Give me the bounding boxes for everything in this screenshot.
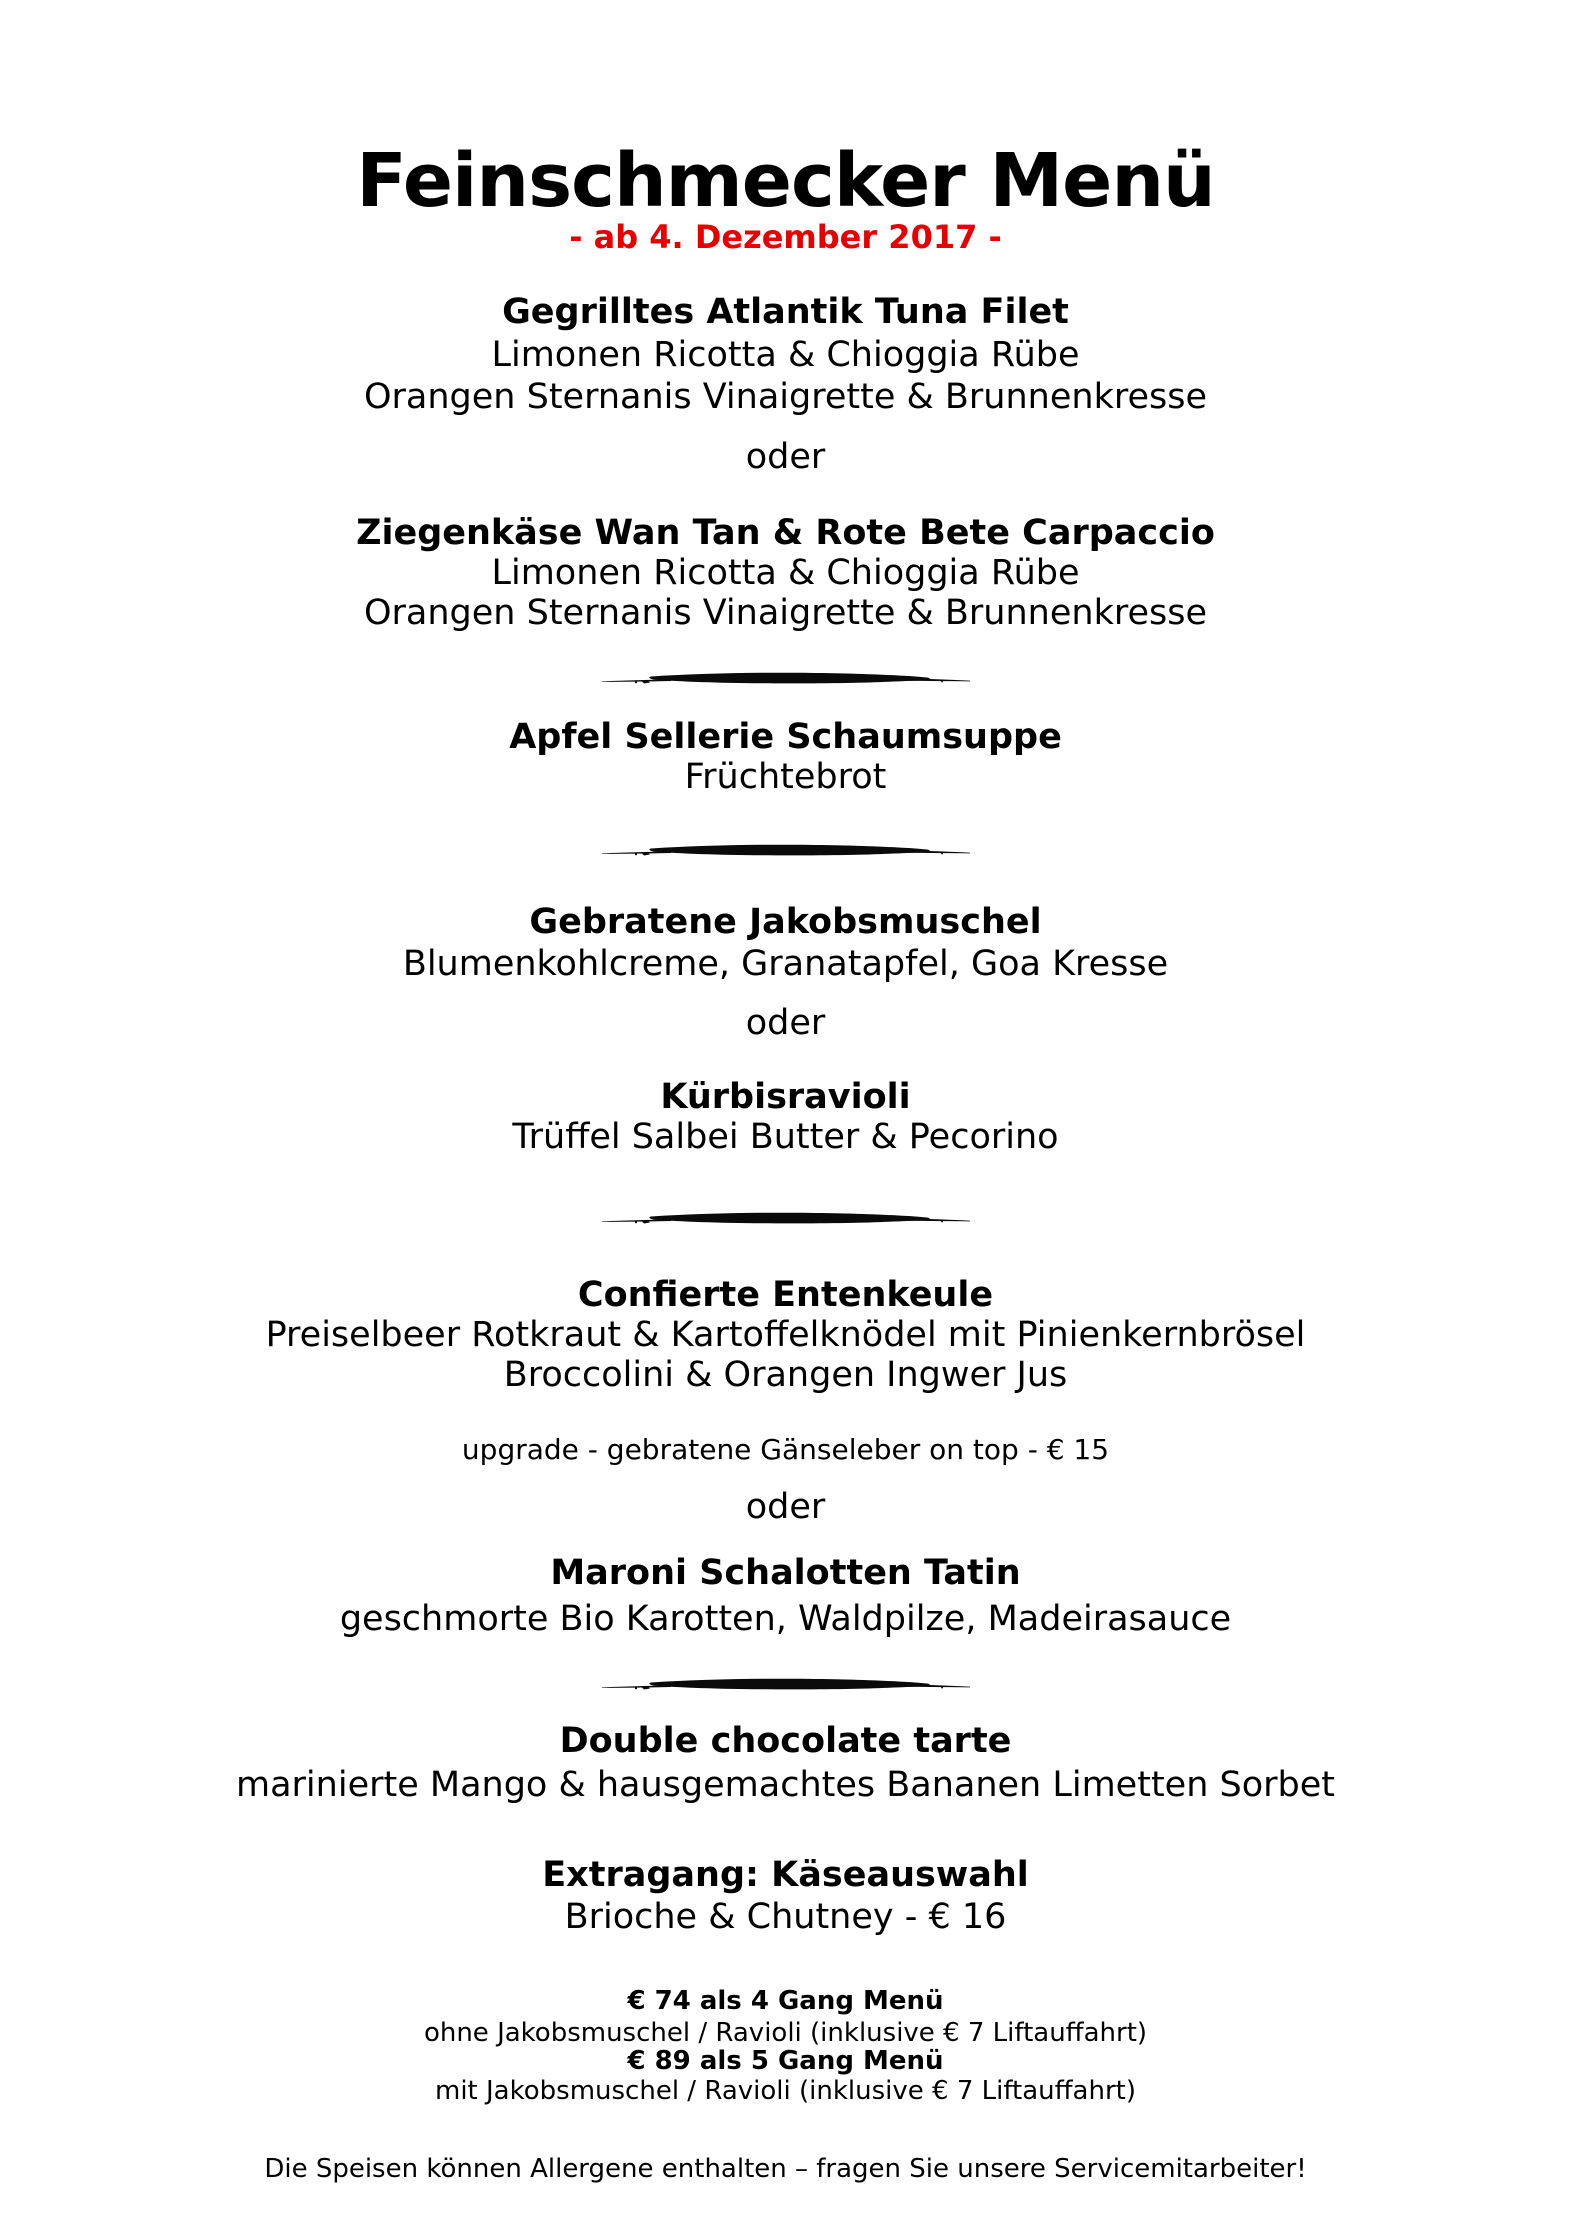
course-title-kaese: Extragang: Käseauswahl [542,1855,1029,1895]
course-desc: Orangen Sternanis Vinaigrette & Brunnenkresse [363,593,1207,633]
course-title-ravioli: Kürbisravioli [660,1077,911,1117]
course-desc: Limonen Ricotta & Chioggia Rübe [491,335,1080,375]
pricing-4gang-note: ohne Jakobsmuschel / Ravioli (inklusive € 7 Liftauffahrt) [423,2018,1148,2048]
brush-stroke-icon [596,666,976,690]
course-desc: Broccolini & Orangen Ingwer Jus [503,1355,1068,1395]
pricing-4gang-title: € 74 als 4 Gang Menü [627,1986,944,2016]
course-desc: Orangen Sternanis Vinaigrette & Brunnenkresse [363,377,1207,417]
menu-title: Feinschmecker Menü [356,138,1215,224]
brush-divider [596,666,976,690]
course-desc: Trüffel Salbei Butter & Pecorino [512,1117,1059,1157]
upgrade-note: upgrade - gebratene Gänseleber on top - € 15 [461,1433,1110,1466]
menu-date: - ab 4. Dezember 2017 - [569,218,1002,256]
brush-stroke-icon [596,838,976,862]
course-desc: Limonen Ricotta & Chioggia Rübe [491,553,1080,593]
course-title-suppe: Apfel Sellerie Schaumsuppe [509,717,1062,757]
course-title-tuna: Gegrilltes Atlantik Tuna Filet [502,292,1069,332]
brush-stroke-icon [596,1206,976,1230]
brush-divider [596,1672,976,1696]
or-separator: oder [745,1003,826,1043]
brush-divider [596,1206,976,1230]
course-desc: Blumenkohlcreme, Granatapfel, Goa Kresse [402,944,1169,984]
course-desc: Preiselbeer Rotkraut & Kartoffelknödel mit Pinienkernbrösel [265,1315,1306,1355]
course-title-dessert: Double chocolate tarte [559,1721,1012,1761]
pricing-5gang-note: mit Jakobsmuschel / Ravioli (inklusive € 7 Liftauffahrt) [435,2076,1136,2106]
course-desc: Früchtebrot [684,757,887,797]
course-title-ente: Confierte Entenkeule [577,1275,994,1315]
or-separator: oder [745,1487,826,1527]
course-title-wantan: Ziegenkäse Wan Tan & Rote Bete Carpaccio [356,513,1215,553]
course-title-tatin: Maroni Schalotten Tatin [550,1553,1021,1593]
pricing-5gang-title: € 89 als 5 Gang Menü [627,2046,944,2076]
course-desc: Brioche & Chutney - € 16 [564,1897,1007,1937]
course-desc: marinierte Mango & hausgemachtes Bananen Limetten Sorbet [236,1765,1335,1805]
course-desc: geschmorte Bio Karotten, Waldpilze, Madeirasauce [339,1599,1232,1639]
brush-stroke-icon [596,1672,976,1696]
course-title-muschel: Gebratene Jakobsmuschel [529,902,1042,942]
allergen-note: Die Speisen können Allergene enthalten – fragen Sie unsere Servicemitarbeiter! [264,2154,1307,2184]
or-separator: oder [745,437,826,477]
brush-divider [596,838,976,862]
